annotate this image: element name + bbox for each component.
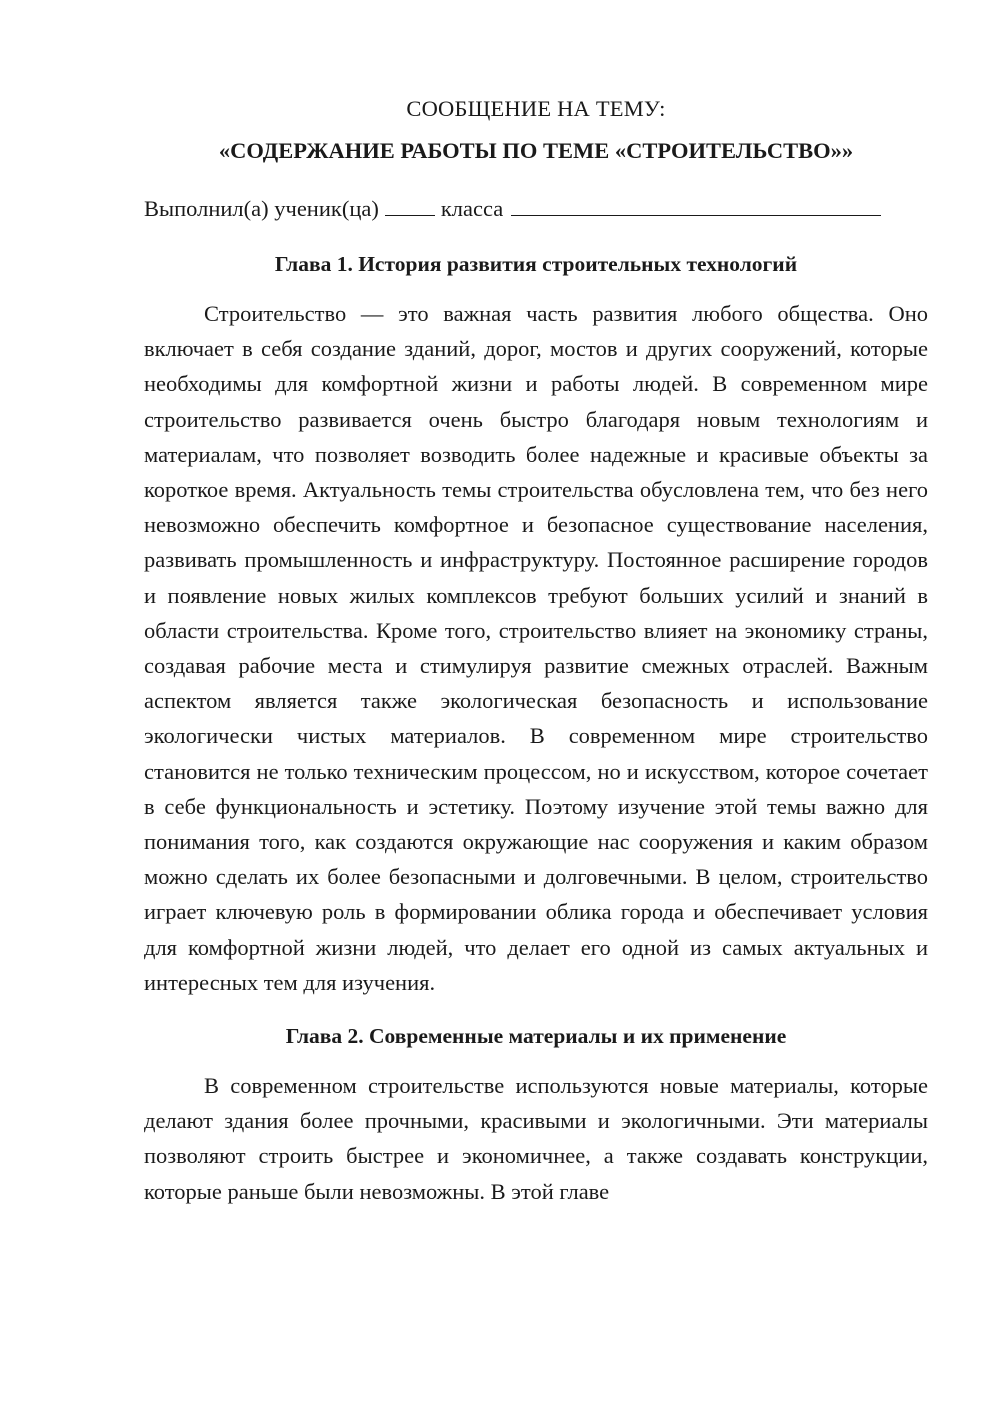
author-prefix: Выполнил(а) ученик(ца)	[144, 196, 379, 221]
grade-blank-field	[385, 195, 435, 216]
chapter-2-paragraph: В современном строительстве используются новые материалы, которые делают здания более прочными, красивыми и экологичными. Эти материалы позволяют строить быстрее и экономичнее, а также создавать конструкции, которые раньше были невозможны. В этой главе	[144, 1073, 928, 1204]
class-blank-field	[511, 195, 881, 216]
document-page	[144, 90, 928, 1209]
chapter-2-heading: Глава 2. Современные материалы и их применение	[285, 1024, 787, 1049]
class-label: класса	[440, 196, 504, 221]
document-title-line2: «СОДЕРЖАНИЕ РАБОТЫ ПО ТЕМЕ «СТРОИТЕЛЬСТВО»»	[218, 138, 854, 163]
document-title-line1: СООБЩЕНИЕ НА ТЕМУ:	[406, 96, 666, 121]
author-line	[144, 190, 928, 228]
chapter-1-paragraph: Строительство — это важная часть развития любого общества. Оно включает в себя создание зданий, дорог, мостов и других сооружений, которые необходимы для комфортной жизни и работы людей. В современном мире строительство развивается очень быстро благодаря новым технологиям и материалам, что позволяет возводить более надежные и красивые объекты за короткое время. Актуальность темы строительства обусловлена тем, что без него невозможно обеспечить комфортное и безопасное существование населения, развивать промышленность и инфраструктуру. Постоянное расширение городов и появление новых жилых комплексов требуют больших усилий и знаний в области строительства. Кроме того, строительство влияет на экономику страны, создавая рабочие места и стимулируя развитие смежных отраслей. Важным аспектом является также экологическая безопасность и использование экологически чистых материалов. В современном мире строительство становится не только техническим процессом, но и искусством, которое сочетает в себе функциональность и эстетику. Поэтому изучение этой темы важно для понимания того, как создаются окружающие нас сооружения и каким образом можно сделать их более безопасными и долговечными. В целом, строительство играет ключевую роль в формировании облика города и обеспечивает условия для комфортной жизни людей, что делает его одной из самых актуальных и интересных тем для изучения.	[144, 301, 928, 995]
chapter-1-heading: Глава 1. История развития строительных технологий	[274, 252, 798, 276]
